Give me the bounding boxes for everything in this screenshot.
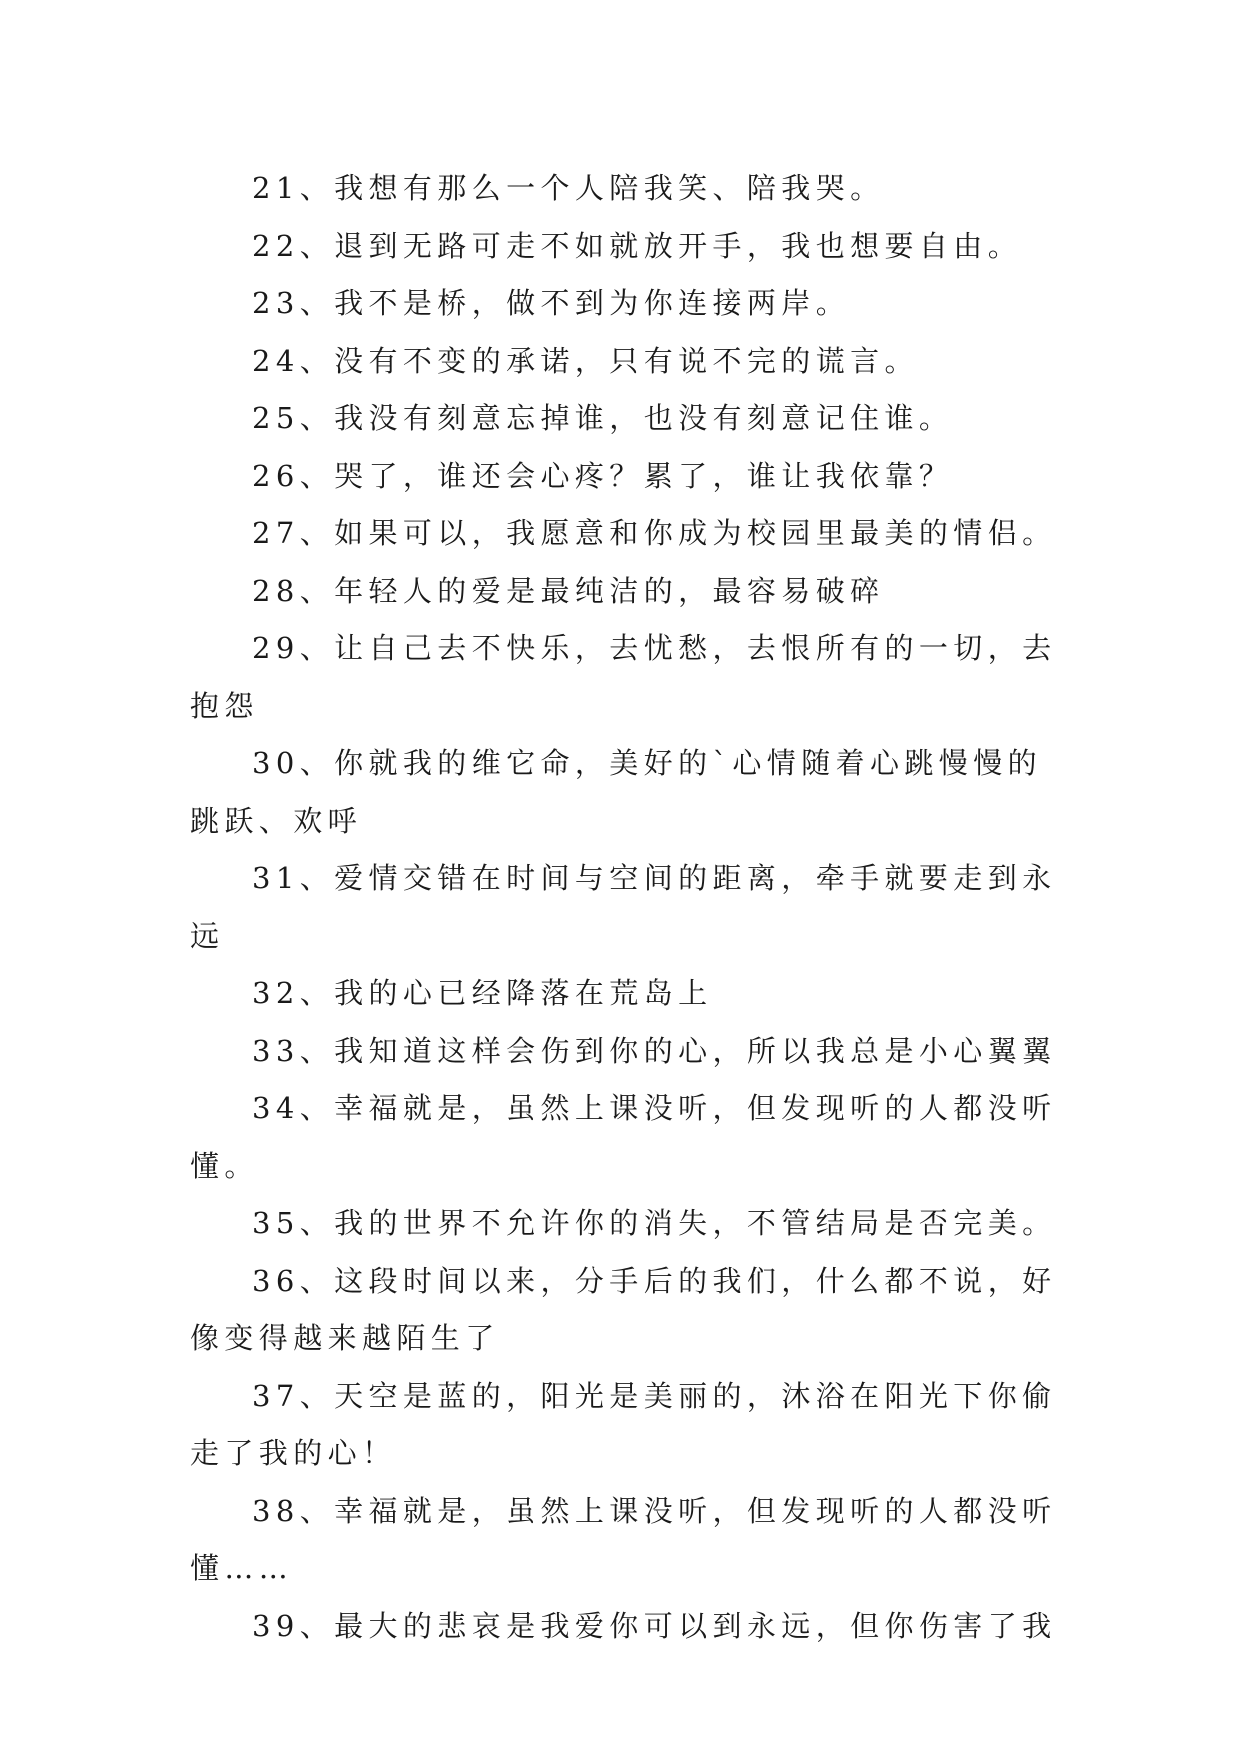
paragraph-28: 28、年轻人的爱是最纯洁的，最容易破碎 [252,573,885,608]
paragraph-37: 37、天空是蓝的，阳光是美丽的，沐浴在阳光下你偷走了我的心！ [190,1378,1057,1470]
paragraph-38: 38、幸福就是，虽然上课没听，但发现听的人都没听懂…… [190,1493,1057,1585]
document-body [190,160,1060,1655]
paragraph-29: 29、让自己去不快乐，去忧愁，去恨所有的一切，去抱怨 [190,631,1057,723]
paragraph-24: 24、没有不变的承诺，只有说不完的谎言。 [252,343,919,378]
paragraph-34: 34、幸福就是，虽然上课没听，但发现听的人都没听懂。 [190,1091,1057,1183]
paragraph-36: 36、这段时间以来，分手后的我们，什么都不说，好像变得越来越陌生了 [190,1263,1057,1355]
paragraph-32: 32、我的心已经降落在荒岛上 [252,976,713,1010]
paragraph-30: 30、你就我的维它命，美好的`心情随着心跳慢慢的跳跃、欢呼 [190,746,1043,838]
paragraph-21: 21、我想有那么一个人陪我笑、陪我哭。 [252,171,885,205]
paragraph-39: 39、最大的悲哀是我爱你可以到永远，但你伤害了我 [252,1608,1057,1643]
paragraph-33: 33、我知道这样会伤到你的心，所以我总是小心翼翼 [252,1033,1057,1068]
paragraph-23: 23、我不是桥，做不到为你连接两岸。 [252,286,851,320]
paragraph-27: 27、如果可以，我愿意和你成为校园里最美的情侣。 [252,516,1057,550]
paragraph-25: 25、我没有刻意忘掉谁，也没有刻意记住谁。 [252,401,954,435]
paragraph-22: 22、退到无路可走不如就放开手，我也想要自由。 [252,228,1023,263]
paragraph-26: 26、哭了，谁还会心疼？累了，谁让我依靠？ [252,458,954,493]
paragraph-31: 31、爱情交错在时间与空间的距离，牵手就要走到永远 [190,861,1057,953]
paragraph-35: 35、我的世界不允许你的消失，不管结局是否完美。 [252,1206,1057,1240]
